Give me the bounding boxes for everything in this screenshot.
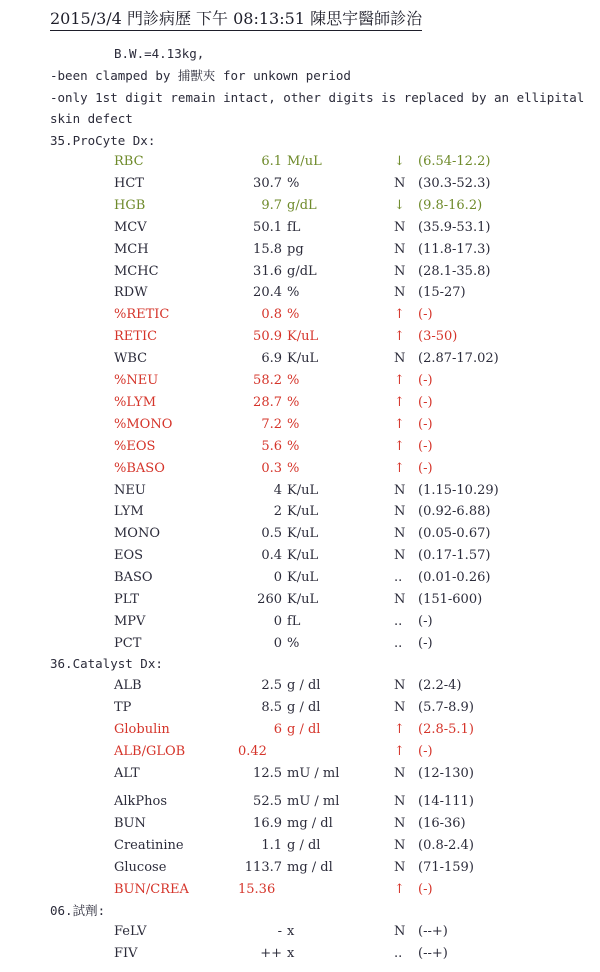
test-name: HCT: [114, 175, 144, 191]
reference-range: (-): [418, 882, 433, 897]
reference-range: (-): [418, 744, 433, 759]
skin-defect-note: skin defect: [50, 111, 133, 126]
reference-range: (--+): [418, 924, 448, 939]
reference-range: (6.54-12.2): [418, 154, 491, 169]
test-unit: g / dl: [287, 838, 321, 853]
test-name: NEU: [114, 482, 146, 498]
table-row: [0, 152, 600, 172]
test-flag: ↑: [394, 329, 405, 345]
reference-range: (35.9-53.1): [418, 219, 491, 235]
test-flag: ↑: [394, 722, 405, 737]
test-name: MONO: [114, 526, 161, 542]
reference-range: (11.8-17.3): [418, 241, 491, 257]
test-flag: ↑: [394, 394, 405, 410]
test-name: RDW: [114, 285, 148, 301]
test-name: MPV: [114, 613, 146, 629]
test-unit: %: [287, 373, 300, 388]
test-name: FeLV: [114, 924, 147, 939]
test-name: %EOS: [114, 438, 156, 454]
test-flag: N: [394, 838, 406, 853]
test-flag: N: [394, 678, 406, 693]
test-value: 50.9: [253, 329, 282, 345]
table-row: [0, 415, 600, 435]
test-name: MCV: [114, 219, 147, 235]
test-name: RETIC: [114, 329, 158, 345]
table-row: [0, 698, 600, 718]
reference-range: (-): [418, 373, 433, 388]
test-flag: N: [394, 285, 406, 301]
test-unit: pg: [287, 241, 304, 257]
test-unit: fL: [287, 613, 301, 629]
test-flag: ↑: [394, 307, 405, 323]
test-flag: N: [394, 860, 406, 875]
test-unit: mg / dl: [287, 860, 333, 875]
table-row: [0, 764, 600, 784]
table-row: [0, 814, 600, 834]
test-value: 0.3: [261, 460, 282, 476]
reference-range: (71-159): [418, 860, 474, 875]
test-value: 7.2: [261, 416, 282, 432]
test-flag: ..: [394, 635, 403, 651]
reference-range: (151-600): [418, 592, 483, 607]
reference-range: (5.7-8.9): [418, 700, 474, 715]
test-name: %MONO: [114, 416, 173, 432]
test-value: 9.7: [261, 197, 282, 213]
table-row: [0, 196, 600, 216]
test-flag: N: [394, 766, 406, 781]
table-row: [0, 459, 600, 479]
test-value: 15.8: [253, 241, 282, 257]
test-value: 260: [257, 592, 282, 607]
test-unit: %: [287, 175, 300, 191]
reference-range: (2.8-5.1): [418, 722, 474, 737]
test-name: WBC: [114, 351, 148, 367]
test-unit: %: [287, 635, 300, 651]
table-row: [0, 437, 600, 457]
test-flag: N: [394, 504, 406, 520]
test-name: PCT: [114, 635, 142, 651]
test-unit: %: [287, 460, 300, 476]
test-value: 113.7: [244, 860, 282, 875]
test-flag: N: [394, 526, 406, 542]
test-unit: %: [287, 416, 300, 432]
reference-range: (15-27): [418, 285, 466, 301]
reference-range: (-): [418, 394, 433, 410]
table-row: [0, 283, 600, 303]
test-value: 0.42: [238, 744, 267, 759]
test-value: -: [277, 924, 282, 939]
test-unit: x: [287, 924, 295, 939]
test-value: 50.1: [253, 219, 282, 235]
table-row: [0, 590, 600, 610]
test-name: EOS: [114, 548, 144, 564]
test-value: 28.7: [253, 394, 282, 410]
test-value: 2.5: [261, 678, 282, 693]
table-row: [0, 858, 600, 878]
table-row: [0, 742, 600, 762]
table-row: [0, 240, 600, 260]
reference-range: (-): [418, 416, 433, 432]
test-flag: N: [394, 924, 406, 939]
table-row: [0, 481, 600, 501]
reference-range: (1.15-10.29): [418, 482, 499, 498]
test-name: ALB/GLOB: [114, 744, 186, 759]
test-value: ++: [260, 946, 282, 961]
reference-range: (0.01-0.26): [418, 570, 491, 586]
reference-range: (-): [418, 635, 433, 651]
table-row: [0, 327, 600, 347]
test-unit: x: [287, 946, 295, 961]
test-value: 12.5: [253, 766, 282, 781]
test-name: HGB: [114, 197, 146, 213]
reference-range: (0.92-6.88): [418, 504, 491, 520]
test-name: %LYM: [114, 394, 157, 410]
table-row: [0, 720, 600, 740]
test-unit: K/uL: [287, 592, 319, 607]
test-name: ALT: [114, 766, 140, 781]
reference-range: (2.87-17.02): [418, 351, 499, 367]
reference-range: (3-50): [418, 329, 458, 345]
reference-range: (0.17-1.57): [418, 548, 491, 564]
test-name: BASO: [114, 570, 153, 586]
test-flag: ↑: [394, 882, 405, 897]
test-value: 30.7: [253, 175, 282, 191]
reference-range: (-): [418, 438, 433, 454]
table-row: [0, 218, 600, 238]
reference-range: (-): [418, 460, 433, 476]
test-value: 0: [273, 570, 282, 586]
test-name: %RETIC: [114, 307, 170, 323]
test-value: 0.4: [261, 548, 282, 564]
test-unit: K/uL: [287, 548, 319, 564]
test-flag: ↑: [394, 373, 405, 388]
test-name: LYM: [114, 504, 144, 520]
test-name: PLT: [114, 592, 139, 607]
test-unit: K/uL: [287, 504, 319, 520]
test-value: 58.2: [253, 373, 282, 388]
reference-range: (-): [418, 307, 433, 323]
record-title: 2015/3/4 門診病歷 下午 08:13:51 陳思宇醫師診治: [50, 8, 422, 31]
test-value: 2: [273, 504, 282, 520]
table-row: [0, 792, 600, 812]
test-value: 0.5: [261, 526, 282, 542]
test-flag: N: [394, 175, 406, 191]
table-row: [0, 371, 600, 391]
test-flag: N: [394, 219, 406, 235]
digit-note: -only 1st digit remain intact, other digits is replaced by an ellipital: [50, 90, 585, 105]
test-name: ALB: [114, 678, 142, 693]
test-unit: M/uL: [287, 154, 322, 169]
test-flag: N: [394, 794, 406, 809]
table-row: [0, 634, 600, 654]
test-name: MCHC: [114, 263, 159, 279]
table-row: [0, 612, 600, 632]
table-row: [0, 262, 600, 282]
reference-range: (28.1-35.8): [418, 263, 491, 279]
body-weight-note: B.W.=4.13kg,: [114, 46, 205, 61]
reference-range: (14-111): [418, 794, 474, 809]
test-unit: K/uL: [287, 526, 319, 542]
reference-range: (0.8-2.4): [418, 838, 474, 853]
test-value: 16.9: [253, 816, 282, 831]
test-name: MCH: [114, 241, 149, 257]
test-name: FIV: [114, 946, 138, 961]
test-name: BUN/CREA: [114, 882, 189, 897]
table-row: [0, 393, 600, 413]
table-row: [0, 305, 600, 325]
test-name: TP: [114, 700, 132, 715]
test-flag: ↓: [394, 154, 405, 169]
reference-range: (9.8-16.2): [418, 197, 483, 213]
test-unit: %: [287, 438, 300, 454]
test-unit: K/uL: [287, 570, 319, 586]
test-name: Creatinine: [114, 838, 184, 853]
test-flag: N: [394, 351, 406, 367]
table-row: [0, 349, 600, 369]
table-row: [0, 174, 600, 194]
test-flag: ↑: [394, 460, 405, 476]
table-row: [0, 836, 600, 856]
table-row: [0, 524, 600, 544]
test-flag: ↑: [394, 416, 405, 432]
test-value: 6.9: [261, 351, 282, 367]
test-unit: g/dL: [287, 263, 317, 279]
reference-range: (-): [418, 613, 433, 629]
table-row: [0, 502, 600, 522]
test-value: 15.36: [238, 882, 276, 897]
test-name: AlkPhos: [114, 794, 168, 809]
test-flag: ↓: [394, 197, 405, 213]
test-value: 31.6: [253, 263, 282, 279]
test-value: 4: [273, 482, 282, 498]
reference-range: (--+): [418, 946, 448, 961]
test-unit: K/uL: [287, 329, 319, 345]
reference-range: (30.3-52.3): [418, 175, 491, 191]
test-name: Globulin: [114, 722, 170, 737]
table-row: [0, 568, 600, 588]
test-unit: %: [287, 285, 300, 301]
test-unit: mU / ml: [287, 794, 340, 809]
test-name: BUN: [114, 816, 146, 831]
section-reagent: 06.試劑:: [50, 903, 106, 918]
test-name: RBC: [114, 154, 144, 169]
test-value: 5.6: [261, 438, 282, 454]
test-flag: N: [394, 241, 406, 257]
test-name: %NEU: [114, 373, 159, 388]
table-row: [0, 546, 600, 566]
test-flag: N: [394, 548, 406, 564]
section-catalyst: 36.Catalyst Dx:: [50, 656, 163, 671]
test-unit: K/uL: [287, 351, 319, 367]
test-flag: ↑: [394, 438, 405, 454]
reference-range: (16-36): [418, 816, 466, 831]
test-flag: ..: [394, 570, 403, 586]
test-unit: %: [287, 394, 300, 410]
clamp-note: -been clamped by 捕獸夾 for unkown period: [50, 68, 351, 83]
test-unit: g / dl: [287, 722, 321, 737]
test-flag: N: [394, 482, 406, 498]
test-unit: mg / dl: [287, 816, 333, 831]
section-procyte: 35.ProCyte Dx:: [50, 133, 156, 148]
table-row: [0, 944, 600, 964]
table-row: [0, 922, 600, 942]
test-value: 8.5: [261, 700, 282, 715]
reference-range: (2.2-4): [418, 678, 462, 693]
test-value: 1.1: [261, 838, 282, 853]
test-flag: ..: [394, 613, 403, 629]
test-value: 6: [273, 722, 282, 737]
test-flag: ↑: [394, 744, 405, 759]
reference-range: (12-130): [418, 766, 474, 781]
test-unit: g / dl: [287, 678, 321, 693]
test-flag: N: [394, 700, 406, 715]
test-unit: K/uL: [287, 482, 319, 498]
test-unit: fL: [287, 219, 301, 235]
test-value: 0: [273, 613, 282, 629]
test-value: 0: [273, 635, 282, 651]
test-value: 6.1: [261, 154, 282, 169]
test-value: 20.4: [253, 285, 282, 301]
table-row: [0, 676, 600, 696]
reference-range: (0.05-0.67): [418, 526, 491, 542]
test-name: Glucose: [114, 860, 167, 875]
test-flag: N: [394, 816, 406, 831]
table-row: [0, 880, 600, 900]
test-unit: mU / ml: [287, 766, 340, 781]
test-flag: N: [394, 263, 406, 279]
test-unit: %: [287, 307, 300, 323]
test-flag: N: [394, 592, 406, 607]
test-value: 52.5: [253, 794, 282, 809]
test-unit: g/dL: [287, 197, 317, 213]
test-value: 0.8: [261, 307, 282, 323]
test-flag: ..: [394, 946, 403, 961]
test-name: %BASO: [114, 460, 165, 476]
test-unit: g / dl: [287, 700, 321, 715]
